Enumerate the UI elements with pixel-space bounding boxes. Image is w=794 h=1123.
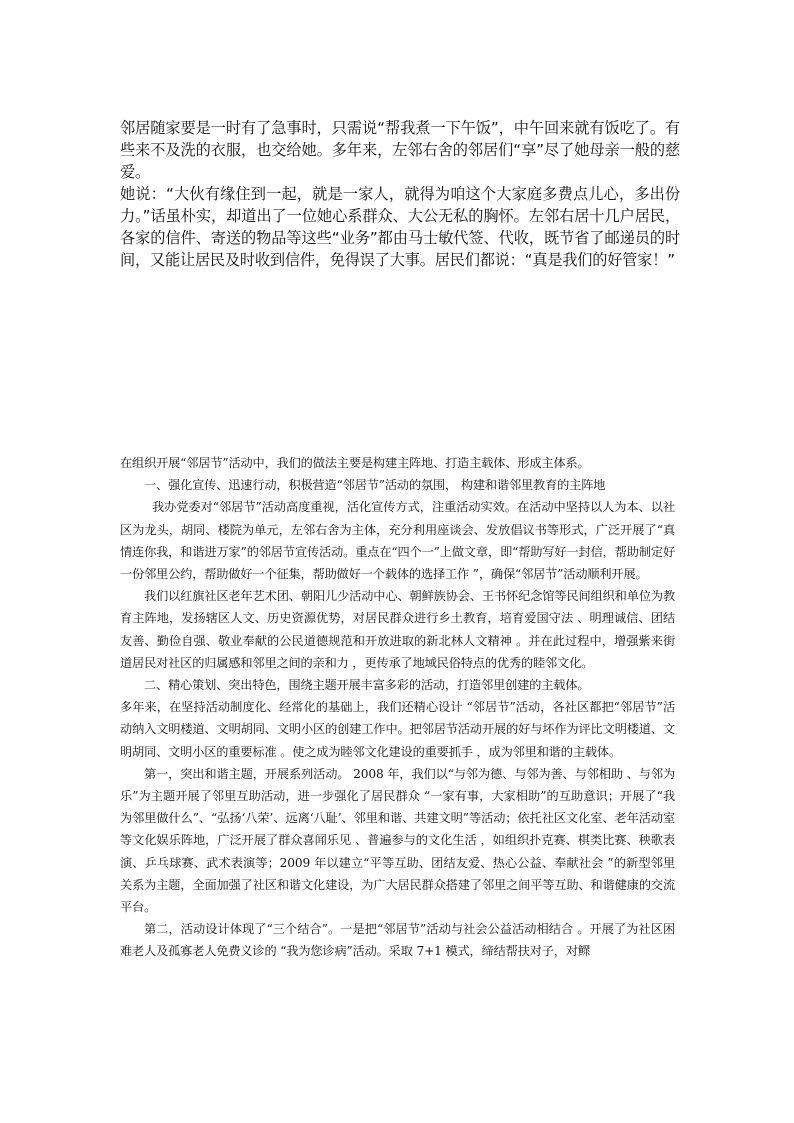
body-paragraph: 我们以红旗社区老年艺术团、朝阳儿少活动中心、朝鲜族协会、王书怀纪念馆等民间组织和单位为教育主阵地，发扬辖区人文、历史资源优势，对居民群众进行乡土教育，培育爱国守法 、明理诚信、团结友善、勤俭自强、敬业奉献的公民道德规范和开放进取的新北林人文精神 。并在此过程中，增强紫来街道居民对社区的归属感和邻里之间的亲和力 ，更传承了地域民俗特点的优秀的睦邻文化。 (120, 589, 675, 670)
body-paragraph: 多年来，在坚持活动制度化、经常化的基础上，我们还精心设计 “邻居节”活动，各社区都把“邻居节”活动纳入文明楼道、文明胡同、文明小区的创建工作中。把邻居节活动开展的好与坏作为评比文明楼道、文明胡同、文明小区的重要标准 。使之成为睦邻文化建设的重要抓手 ，成为邻里和谐的主载体。 (120, 700, 675, 759)
intro-paragraph: 在组织开展“邻居节”活动中，我们的做法主要是构建主阵地、打造主载体、形成主体系。 (120, 456, 590, 470)
section-heading-1: 一、强化宣传、迅速行动，积极营造“邻居节”活动的氛围， 构建和谐邻里教育的主阵地 (144, 478, 606, 493)
body-paragraph: 第二，活动设计体现了“三个结合”。一是把“邻居节”活动与社会公益活动相结合 。开展了为社区困难老人及孤寡老人免费义诊的 “我为您诊病”活动。采取 7+1 模式，缔结帮扶对子，对鳏 (120, 922, 675, 959)
body-paragraph: 我办党委对“邻居节”活动高度重视，活化宣传方式，注重活动实效。在活动中坚持以人为本、以社区为龙头，胡同、楼院为单元，左邻右舍为主体，充分利用座谈会、发放倡议书等形式，广泛开展了“真情连你我，和谐进万家”的邻居节宣传活动。重点在“四个一”上做文章，即“帮助写好一封信，帮助制定好一份邻里公约，帮助做好一个征集，帮助做好一个载体的选择工作 ”，确保“邻居节”活动顺利开展。 (120, 500, 675, 582)
story-paragraph-2: 她说：“大伙有缘住到一起，就是一家人，就得为咱这个大家庭多费点儿心，多出份力。”话虽朴实，却道出了一位她心系群众、大公无私的胸怀。左邻右居十几户居民，各家的信件、寄送的物品等这些“业务”都由马士敏代签、代收，既节省了邮递员的时间，又能让居民及时收到信件，免得误了大事。居民们都说：“真是我们的好管家！” (120, 185, 680, 269)
story-paragraph-1: 邻居随家要是一时有了急事时，只需说“帮我煮一下午饭”，中午回来就有饭吃了。有些来不及洗的衣服，也交给她。多年来，左邻右舍的邻居们“享”尽了她母亲一般的慈爱。 (120, 119, 680, 181)
body-paragraph: 第一，突出和谐主题，开展系列活动。 2008 年，我们以“与邻为德、与邻为善、与邻相助 、与邻为乐”为主题开展了邻里互助活动，进一步强化了居民群众 “一家有事，大家相助”的互助意识；开展了“我为邻里做什么”、“弘扬‘八荣’、远离‘八耻’、邻里和谐、共建文明”等活动；依托社区文化室、老年活动室等文化娱乐阵地，广泛开展了群众喜闻乐见 、普遍参与的文化生活 ，如组织扑克赛、棋类比赛、秧歌表演、乒乓球赛、武术表演等；2009 年以建立“平等互助、团结友爱、热心公益、奉献社会 ”的新型邻里关系为主题，全面加强了社区和谐文化建设，为广大居民群众搭建了邻里之间平等互助、和谐健康的交流平台。 (120, 766, 675, 915)
report-body (120, 452, 675, 963)
section-heading-2: 二、精心策划、突出特色，围绕主题开展丰富多彩的活动，打造邻里创建的主载体。 (144, 678, 590, 693)
